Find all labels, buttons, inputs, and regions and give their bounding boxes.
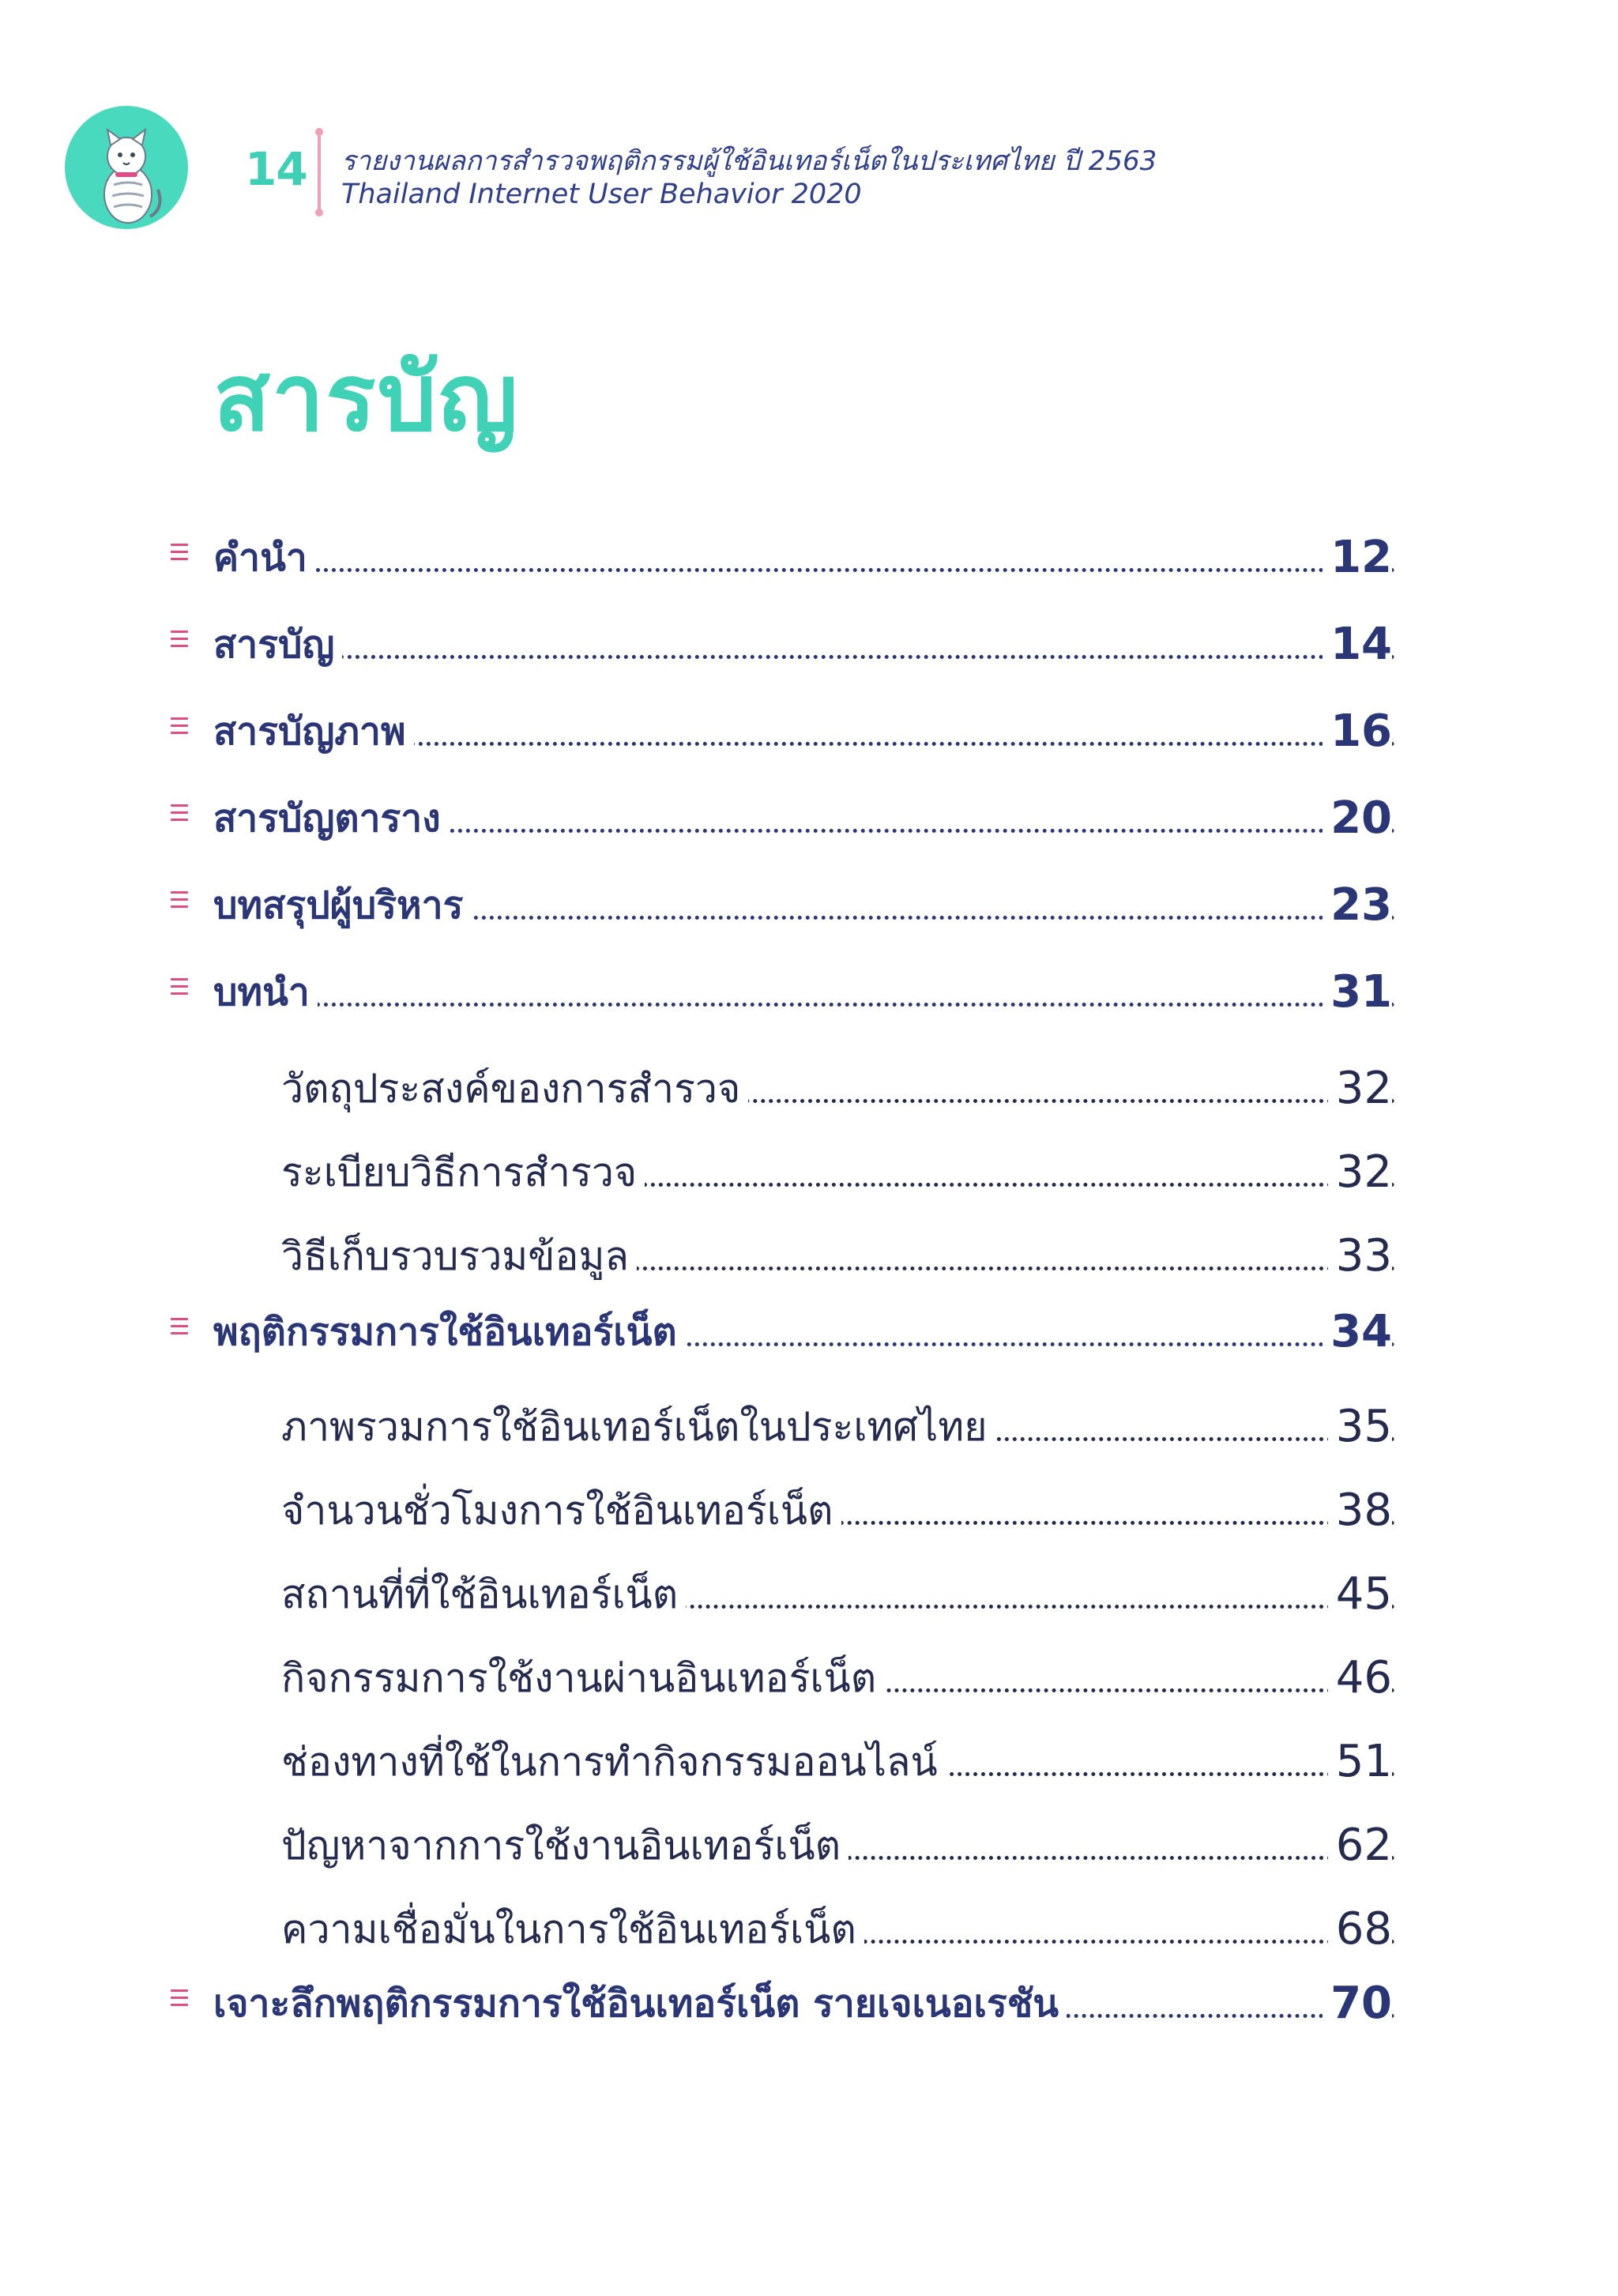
- toc-entry-page: 20: [1323, 790, 1392, 847]
- toc-entry-label: จำนวนชั่วโมงการใช้อินเทอร์เน็ต: [281, 1482, 841, 1539]
- toc-entry[interactable]: [0, 1144, 1618, 1201]
- toc-entry-page: 68: [1328, 1901, 1392, 1958]
- toc-entry-page: 23: [1323, 877, 1392, 934]
- toc-entry-page: 14: [1323, 616, 1392, 673]
- toc-entry-page: 32: [1328, 1060, 1392, 1117]
- toc-entry-label: ปัญหาจากการใช้งานอินเทอร์เน็ต: [281, 1817, 849, 1874]
- toc-entry-page: 51: [1328, 1733, 1392, 1790]
- leader-dots: [221, 515, 1395, 572]
- report-title-english: Thailand Internet User Behavior 2020: [341, 179, 862, 210]
- toc-entry-label: วัตถุประสงค์ของการสำรวจ: [281, 1060, 748, 1117]
- list-marker-icon: [171, 1989, 188, 2008]
- toc-entry-label: บทสรุปผู้บริหาร: [213, 877, 471, 934]
- list-marker-icon: [171, 1318, 188, 1337]
- toc-entry-page: 16: [1323, 703, 1392, 760]
- page-header: [0, 0, 1618, 253]
- toc-entry-label: บทนำ: [213, 964, 318, 1021]
- list-marker-icon: [171, 978, 188, 997]
- list-marker-icon: [171, 544, 188, 563]
- toc-entry[interactable]: [0, 1901, 1618, 1958]
- toc-entry-label: พฤติกรรมการใช้อินเทอร์เน็ต: [213, 1304, 685, 1361]
- toc-entry-page: 46: [1328, 1650, 1392, 1707]
- toc-entry-label: ความเชื่อมั่นในการใช้อินเทอร์เน็ต: [281, 1901, 864, 1958]
- toc-entry-page: 31: [1323, 964, 1392, 1021]
- toc-entry[interactable]: [0, 1566, 1618, 1623]
- report-title-thai: รายงานผลการสำรวจพฤติกรรมผู้ใช้อินเทอร์เน็ตในประเทศไทย ปี 2563: [341, 145, 1157, 177]
- toc-entry-page: 33: [1328, 1228, 1392, 1285]
- toc-entry[interactable]: [0, 790, 1618, 847]
- toc-entry-label: สถานที่ที่ใช้อินเทอร์เน็ต: [281, 1566, 686, 1623]
- toc-entry-page: 12: [1323, 529, 1392, 586]
- toc-entry-label: สารบัญภาพ: [213, 703, 414, 760]
- toc-entry-page: 34: [1323, 1304, 1392, 1361]
- cat-mascot-icon: [65, 106, 188, 229]
- toc-entry[interactable]: [0, 703, 1618, 760]
- list-marker-icon: [171, 804, 188, 823]
- toc-entry[interactable]: [0, 1817, 1618, 1874]
- toc-entry-page: 38: [1328, 1482, 1392, 1539]
- toc-entry-label: วิธีเก็บรวบรวมข้อมูล: [281, 1228, 637, 1285]
- page-number: 14: [245, 142, 307, 196]
- toc-entry[interactable]: [0, 1975, 1618, 2032]
- toc-entry-label: กิจกรรมการใช้งานผ่านอินเทอร์เน็ต: [281, 1650, 884, 1707]
- list-marker-icon: [171, 630, 188, 649]
- leader-dots: [221, 602, 1395, 659]
- toc-entry-label: ภาพรวมการใช้อินเทอร์เน็ตในประเทศไทย: [281, 1398, 995, 1455]
- leader-dots: [221, 950, 1395, 1007]
- toc-entry[interactable]: [0, 1482, 1618, 1539]
- toc-entry-label: ระเบียบวิธีการสำรวจ: [281, 1144, 645, 1201]
- page-title: สารบัญ: [213, 343, 520, 452]
- toc-entry[interactable]: [0, 1733, 1618, 1790]
- toc-entry[interactable]: [0, 616, 1618, 673]
- toc-entry-label: สารบัญตาราง: [213, 790, 449, 847]
- toc-entry[interactable]: [0, 964, 1618, 1021]
- toc-entry-label: เจาะลึกพฤติกรรมการใช้อินเทอร์เน็ต รายเจเนอเรชัน: [213, 1975, 1067, 2032]
- toc-entry-page: 70: [1323, 1975, 1392, 2032]
- toc-entry-page: 62: [1328, 1817, 1392, 1874]
- list-marker-icon: [171, 891, 188, 910]
- list-marker-icon: [171, 717, 188, 736]
- toc-entry-label: คำนำ: [213, 529, 315, 586]
- toc-entry-page: 32: [1328, 1144, 1392, 1201]
- toc-entry[interactable]: [0, 529, 1618, 586]
- toc-entry-label: ช่องทางที่ใช้ในการทำกิจกรรมออนไลน์: [281, 1733, 946, 1790]
- toc-entry-page: 35: [1328, 1398, 1392, 1455]
- toc-entry[interactable]: [0, 877, 1618, 934]
- toc-entry[interactable]: [0, 1398, 1618, 1455]
- toc-entry[interactable]: [0, 1228, 1618, 1285]
- toc-entry[interactable]: [0, 1304, 1618, 1361]
- toc-entry[interactable]: [0, 1650, 1618, 1707]
- toc-entry-page: 45: [1328, 1566, 1392, 1623]
- header-divider: [318, 131, 321, 213]
- toc-entry[interactable]: [0, 1060, 1618, 1117]
- toc-entry-label: สารบัญ: [213, 616, 342, 673]
